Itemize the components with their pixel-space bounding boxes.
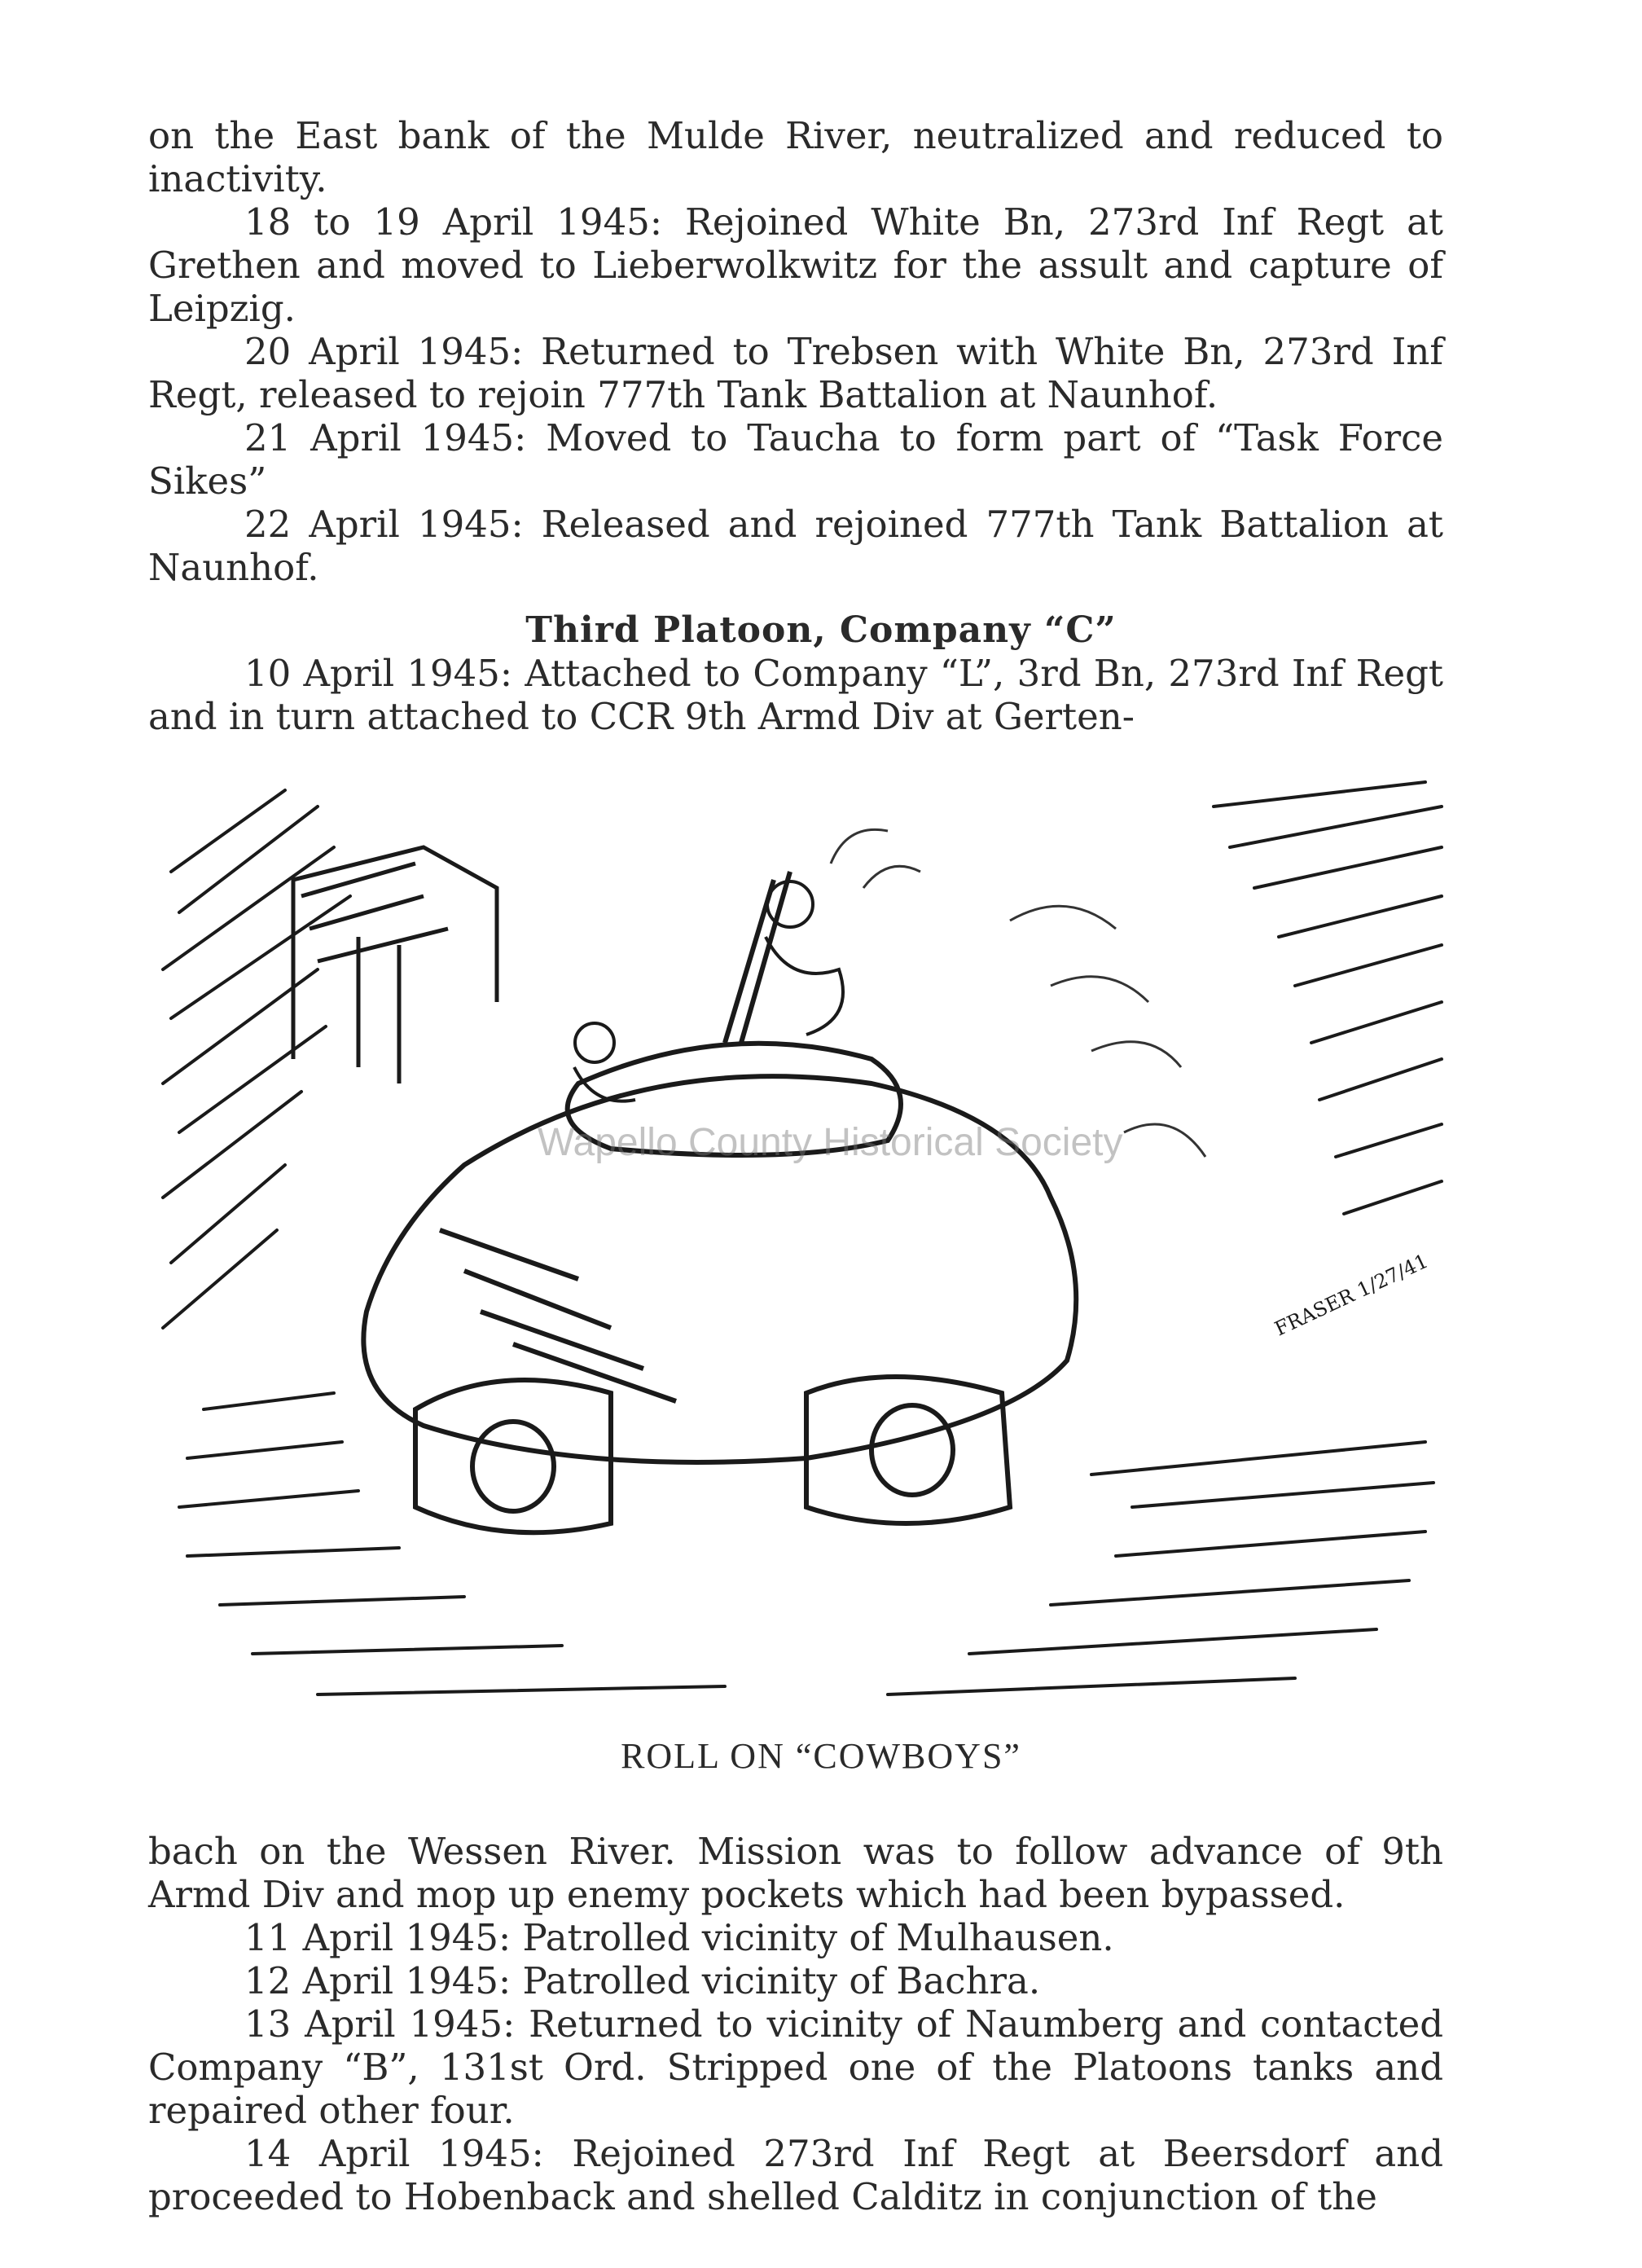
paragraph: 13 April 1945: Returned to vicinity of Naumberg and contacted Company “B”, 131st Ord. Stripped one of the Platoons tanks and repaired other four. (148, 2002, 1443, 2132)
paragraph: 12 April 1945: Patrolled vicinity of Bachra. (244, 1959, 1041, 2002)
top-text-block (148, 114, 1443, 589)
paragraph: on the East bank of the Mulde River, neutralized and reduced to inactivity. (148, 114, 1443, 200)
tank-illustration (155, 774, 1450, 1719)
paragraph: 11 April 1945: Patrolled vicinity of Mulhausen. (244, 1916, 1114, 1959)
section-heading: Third Platoon, Company “C” (525, 609, 1117, 651)
watermark: Wapello County Historical Society (538, 1121, 1123, 1164)
paragraph: 18 to 19 April 1945: Rejoined White Bn, 273rd Inf Regt at Grethen and moved to Lieberwolkwitz for the assult and capture of Leipzig. (148, 200, 1443, 330)
artist-signature: FRASER 1/27/41 (1271, 1249, 1432, 1341)
mid-text-block (148, 652, 1443, 738)
paragraph: 21 April 1945: Moved to Taucha to form part of “Task Force Sikes” (148, 416, 1443, 503)
paragraph: 14 April 1945: Rejoined 273rd Inf Regt at Beersdorf and proceeded to Hobenback and shelled Calditz in conjunction of the (148, 2132, 1443, 2218)
illustration-caption: ROLL ON “COWBOYS” (621, 1736, 1021, 1776)
paragraph: 10 April 1945: Attached to Company “L”, 3rd Bn, 273rd Inf Regt and in turn attached to CCR 9th Armd Div at Gerten- (148, 652, 1443, 738)
ruined-building (293, 847, 497, 1083)
tank-body (363, 872, 1076, 1532)
smoke-lines (831, 829, 1205, 1157)
paragraph: 20 April 1945: Returned to Trebsen with White Bn, 273rd Inf Regt, released to rejoin 777th Tank Battalion at Naunhof. (148, 330, 1443, 416)
bottom-text-block (148, 1830, 1443, 2218)
paragraph: bach on the Wessen River. Mission was to follow advance of 9th Armd Div and mop up enemy pockets which had been bypassed. (148, 1830, 1443, 1916)
hatching-background (163, 782, 1442, 1694)
paragraph: 22 April 1945: Released and rejoined 777th Tank Battalion at Naunhof. (148, 503, 1443, 589)
